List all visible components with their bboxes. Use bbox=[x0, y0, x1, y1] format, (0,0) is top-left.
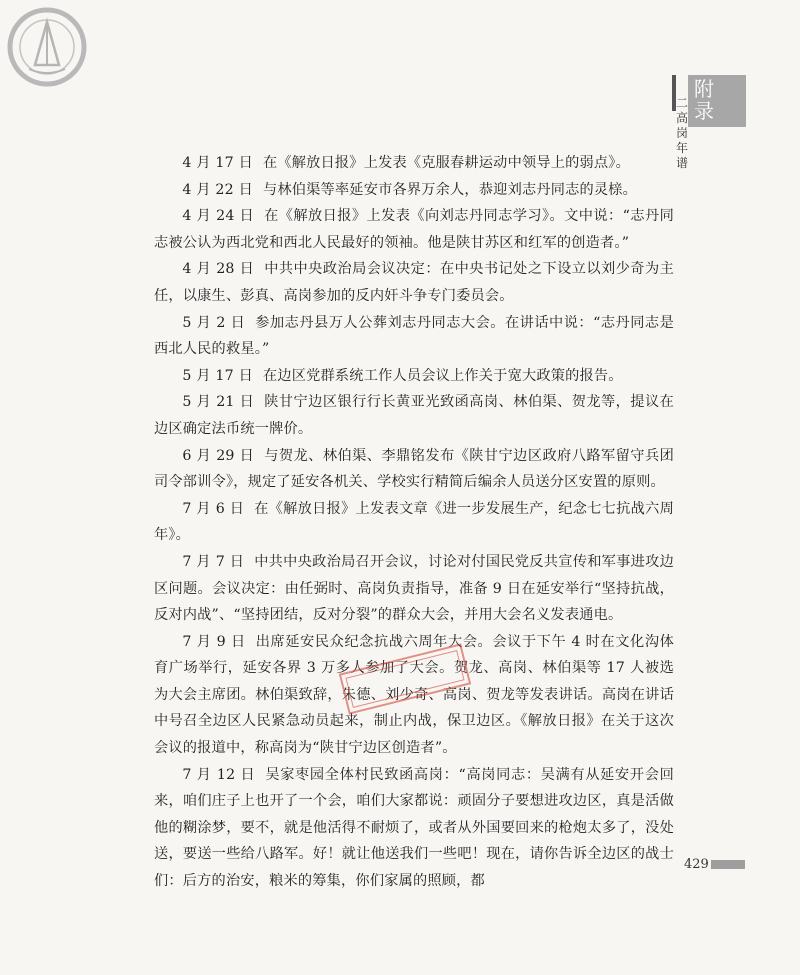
entry-text: 在《解放日报》上发表文章《进一步发展生产，纪念七七抗战六周年》。 bbox=[154, 500, 674, 544]
chronology-entry bbox=[154, 443, 674, 496]
chronology-entry bbox=[154, 496, 674, 549]
publisher-seal-logo bbox=[7, 7, 87, 87]
chronology-entry bbox=[154, 389, 674, 442]
entry-text: 参加志丹县万人公葬刘志丹同志大会。在讲话中说：“志丹同志是西北人民的救星。” bbox=[154, 314, 675, 358]
entry-date: 7 月 12 日 bbox=[182, 766, 256, 783]
entry-date: 7 月 9 日 bbox=[182, 633, 246, 650]
chronology-body bbox=[154, 150, 674, 895]
chronology-entry bbox=[154, 549, 674, 629]
entry-date: 5 月 21 日 bbox=[182, 394, 255, 411]
entry-text: 吴家枣园全体村民致函高岗：“高岗同志：吴满有从延安开会回来，咱们庄子上也开了一个会，咱们大家都说：顽固分子要想进攻边区，真是活做他的糊涂梦，要不，就是他活得不耐烦了，或者从外国要回来的枪炮太多了，没处送，要送一些给八路军。好！就让他送我们一些吧！现在，请你告诉全边区的战士们：后方的治安，粮米的筹集，你们家属的照顾，都 bbox=[154, 766, 674, 890]
page-number: 429 bbox=[684, 857, 709, 872]
section-sub-label: 二高岗年谱 bbox=[676, 96, 689, 170]
chronology-entry bbox=[154, 177, 674, 204]
chronology-entry bbox=[154, 363, 674, 390]
entry-text: 在《解放日报》上发表《克服春耕运动中领导上的弱点》。 bbox=[262, 155, 630, 171]
entry-date: 7 月 7 日 bbox=[182, 553, 245, 570]
entry-text: 陕甘宁边区银行行长黄亚光致函高岗、林伯渠、贺龙等，提议在边区确定法币统一牌价。 bbox=[154, 394, 674, 437]
chronology-entry bbox=[154, 256, 674, 309]
entry-date: 5 月 2 日 bbox=[182, 314, 246, 331]
entry-text: 与贺龙、林伯渠、李鼎铭发布《陕甘宁边区政府八路军留守兵团司令部训令》，规定了延安各机关、学校实行精简后编余人员送分区安置的原则。 bbox=[154, 447, 674, 491]
entry-text: 中共中央政治局召开会议，讨论对付国民党反共宣传和军事进攻边区问题。会议决定：由任弼时、高岗负责指导，准备 9 日在延安举行“坚持抗战，反对内战”、“坚持团结，反对分裂”的群众大会，并用大会名义发表通电。 bbox=[154, 553, 674, 624]
appendix-title: 附录 bbox=[694, 77, 714, 123]
entry-text: 在《解放日报》上发表《向刘志丹同志学习》。文中说：“志丹同志被公认为西北党和西北人民最好的领袖。他是陕甘苏区和红军的创造者。” bbox=[154, 208, 674, 251]
entry-text: 在边区党群系统工作人员会议上作关于宽大政策的报告。 bbox=[262, 367, 623, 384]
entry-date: 4 月 17 日 bbox=[182, 155, 253, 171]
entry-date: 7 月 6 日 bbox=[182, 500, 245, 517]
chronology-entry bbox=[154, 150, 674, 177]
entry-date: 4 月 28 日 bbox=[182, 261, 255, 278]
chronology-entry bbox=[154, 203, 674, 256]
entry-date: 5 月 17 日 bbox=[182, 367, 253, 384]
entry-text: 与林伯渠等率延安市各界万余人，恭迎刘志丹同志的灵榇。 bbox=[262, 181, 638, 198]
chronology-entry bbox=[154, 762, 674, 895]
entry-date: 4 月 24 日 bbox=[182, 208, 255, 225]
entry-text: 出席延安民众纪念抗战六周年大会。会议于下午 4 时在文化沟体育广场举行，延安各界 3 万多人参加了大会。贺龙、高岗、林伯渠等 17 人被选为大会主席团。林伯渠致辞，朱德、刘少奇、高岗、贺龙等发表讲话。高岗在讲话中号召全边区人民紧急动员起来，制止内战，保卫边区。《解放日报》在关于这次会议的报道中，称高岗为“陕甘宁边区创造者”。 bbox=[154, 633, 674, 757]
entry-date: 6 月 29 日 bbox=[182, 447, 255, 464]
entry-date: 4 月 22 日 bbox=[182, 181, 253, 198]
entry-text: 中共中央政治局会议决定：在中央书记处之下设立以刘少奇为主任，以康生、彭真、高岗参加的反内奸斗争专门委员会。 bbox=[154, 261, 674, 304]
chronology-entry bbox=[154, 310, 674, 363]
page-number-bar bbox=[711, 860, 745, 869]
